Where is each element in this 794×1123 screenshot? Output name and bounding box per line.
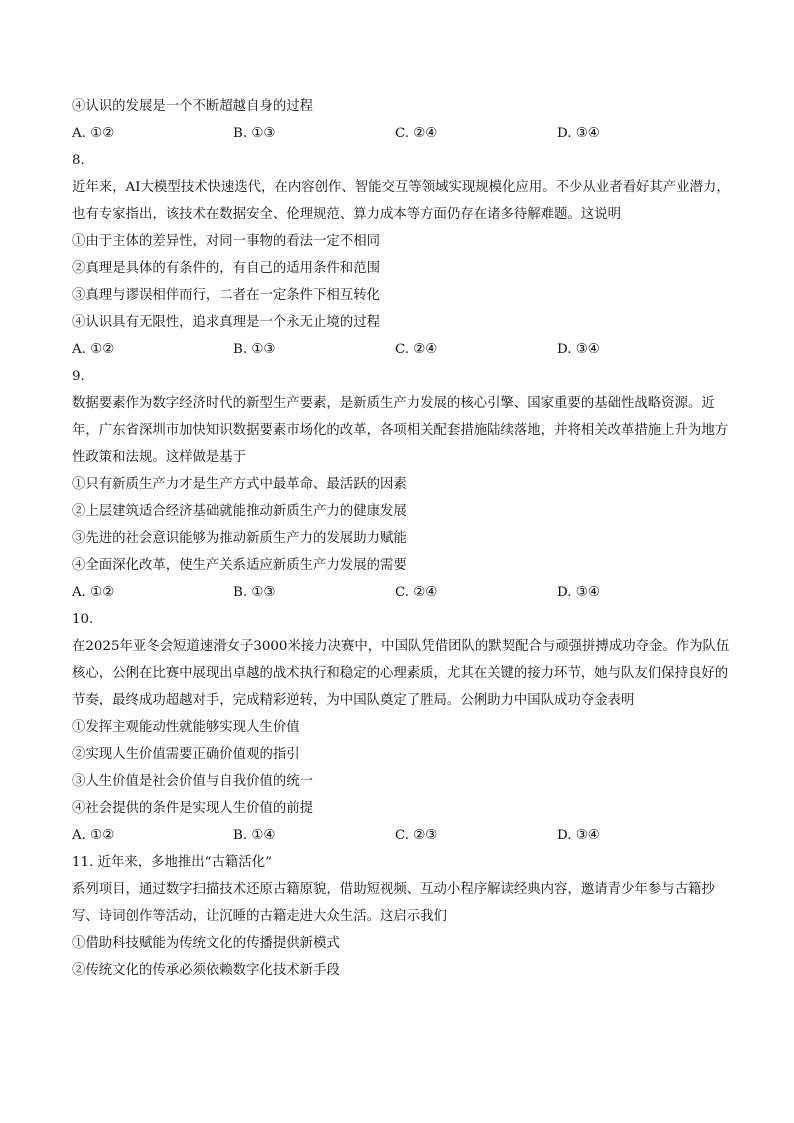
q9-option-b[interactable]: B. ①③ bbox=[233, 585, 276, 600]
q10-options bbox=[72, 822, 732, 849]
q10-statement-2: ②实现人生价值需要正确价值观的指引 bbox=[72, 747, 300, 762]
q7-option-d[interactable]: D. ③④ bbox=[557, 126, 600, 141]
q7-options bbox=[72, 120, 732, 147]
q8-option-d[interactable]: D. ③④ bbox=[557, 342, 600, 357]
q7-option-c[interactable]: C. ②④ bbox=[395, 126, 438, 141]
q7-statement-4: ④认识的发展是一个不断超越自身的过程 bbox=[72, 99, 314, 114]
q8-statement-3: ③真理与谬误相伴而行，二者在一定条件下相互转化 bbox=[72, 288, 380, 303]
q10-statement-4: ④社会提供的条件是实现人生价值的前提 bbox=[72, 801, 314, 816]
q8-option-a[interactable]: A. ①② bbox=[72, 342, 115, 357]
q9-statement-4: ④全面深化改革，使生产关系适应新质生产力发展的需要 bbox=[72, 558, 407, 573]
q9-statement-3: ③先进的社会意识能够为推动新质生产力的发展助力赋能 bbox=[72, 531, 407, 546]
q9-statement-2: ②上层建筑适合经济基础就能推动新质生产力的健康发展 bbox=[72, 504, 407, 519]
q9-options bbox=[72, 579, 732, 606]
q11-statement-1: ①借助科技赋能为传统文化的传播提供新模式 bbox=[72, 936, 340, 951]
q10-statement-3: ③人生价值是社会价值与自我价值的统一 bbox=[72, 774, 314, 789]
q7-option-b[interactable]: B. ①③ bbox=[233, 126, 276, 141]
q8-statement-1: ①由于主体的差异性，对同一事物的看法一定不相同 bbox=[72, 234, 380, 249]
q9-option-d[interactable]: D. ③④ bbox=[557, 585, 600, 600]
q10-option-c[interactable]: C. ②③ bbox=[395, 828, 438, 843]
q11-statement-2: ②传统文化的传承必须依赖数字化技术新手段 bbox=[72, 963, 340, 978]
q9-stem: 数据要素作为数字经济时代的新型生产要素，是新质生产力发展的核心引擎、国家重要的基础性战略资源。近年，广东省深圳市加快知识数据要素市场化的改革，各项相关配套措施陆续落地，并将相关改革措施上升为地方性政策和法规。这样做是基于 bbox=[72, 396, 729, 465]
q7-option-a[interactable]: A. ①② bbox=[72, 126, 115, 141]
q8-stem: 近年来，AI大模型技术快速迭代，在内容创作、智能交互等领域实现规模化应用。不少从业者看好其产业潜力，也有专家指出，该技术在数据安全、伦理规范、算力成本等方面仍存在诸多待解难题。这说明 bbox=[72, 180, 730, 222]
exam-page bbox=[72, 93, 732, 984]
q10-number: 10. bbox=[72, 612, 94, 627]
q8-number: 8. bbox=[72, 153, 85, 168]
q9-number: 9. bbox=[72, 369, 85, 384]
q8-option-c[interactable]: C. ②④ bbox=[395, 342, 438, 357]
q9-statement-1: ①只有新质生产力才是生产方式中最革命、最活跃的因素 bbox=[72, 477, 407, 492]
q9-option-a[interactable]: A. ①② bbox=[72, 585, 115, 600]
q8-statement-2: ②真理是具体的有条件的，有自己的适用条件和范围 bbox=[72, 261, 380, 276]
q10-stem: 在2025年亚冬会短道速滑女子3000米接力决赛中，中国队凭借团队的默契配合与顽强拼搏成功夺金。作为队伍核心，公俐在比赛中展现出卓越的战术执行和稳定的心理素质，尤其在关键的接力环节，她与队友们保持良好的节奏，最终成功超越对手，完成精彩逆转，为中国队奠定了胜局。公俐助力中国队成功夺金表明 bbox=[72, 639, 730, 708]
q11-heading: 11. 近年来，多地推出“古籍活化” bbox=[72, 855, 272, 870]
q8-statement-4: ④认识具有无限性，追求真理是一个永无止境的过程 bbox=[72, 315, 380, 330]
q8-option-b[interactable]: B. ①③ bbox=[233, 342, 276, 357]
q10-option-a[interactable]: A. ①② bbox=[72, 828, 115, 843]
q10-statement-1: ①发挥主观能动性就能够实现人生价值 bbox=[72, 720, 300, 735]
q8-options bbox=[72, 336, 732, 363]
q10-option-b[interactable]: B. ①④ bbox=[233, 828, 276, 843]
q11-stem: 系列项目，通过数字扫描技术还原古籍原貌，借助短视频、互动小程序解读经典内容，邀请青少年参与古籍抄写、诗词创作等活动，让沉睡的古籍走进大众生活。这启示我们 bbox=[72, 882, 715, 924]
q10-option-d[interactable]: D. ③④ bbox=[557, 828, 600, 843]
q9-option-c[interactable]: C. ②④ bbox=[395, 585, 438, 600]
